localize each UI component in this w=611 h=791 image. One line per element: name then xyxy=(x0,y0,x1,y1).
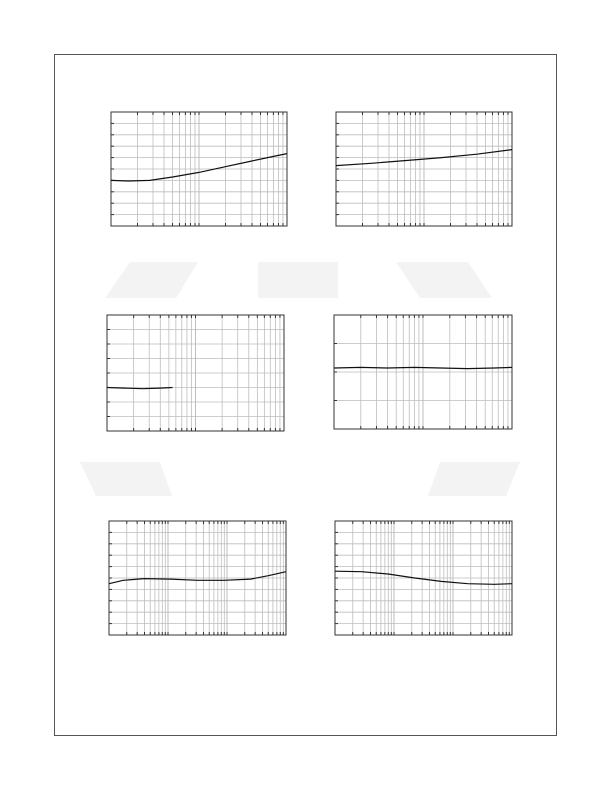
chart-panel-6 xyxy=(335,521,512,640)
chart-panel-5 xyxy=(109,521,286,640)
chart-5 xyxy=(109,521,286,635)
chart-6 xyxy=(335,521,512,635)
chart-panel-1 xyxy=(111,112,287,231)
chart-3 xyxy=(107,315,284,431)
chart-panel-2 xyxy=(336,112,512,231)
chart-1 xyxy=(111,112,287,226)
chart-4 xyxy=(334,315,512,429)
chart-panel-3 xyxy=(107,315,284,436)
chart-panel-4 xyxy=(334,315,512,434)
chart-2 xyxy=(336,112,512,226)
